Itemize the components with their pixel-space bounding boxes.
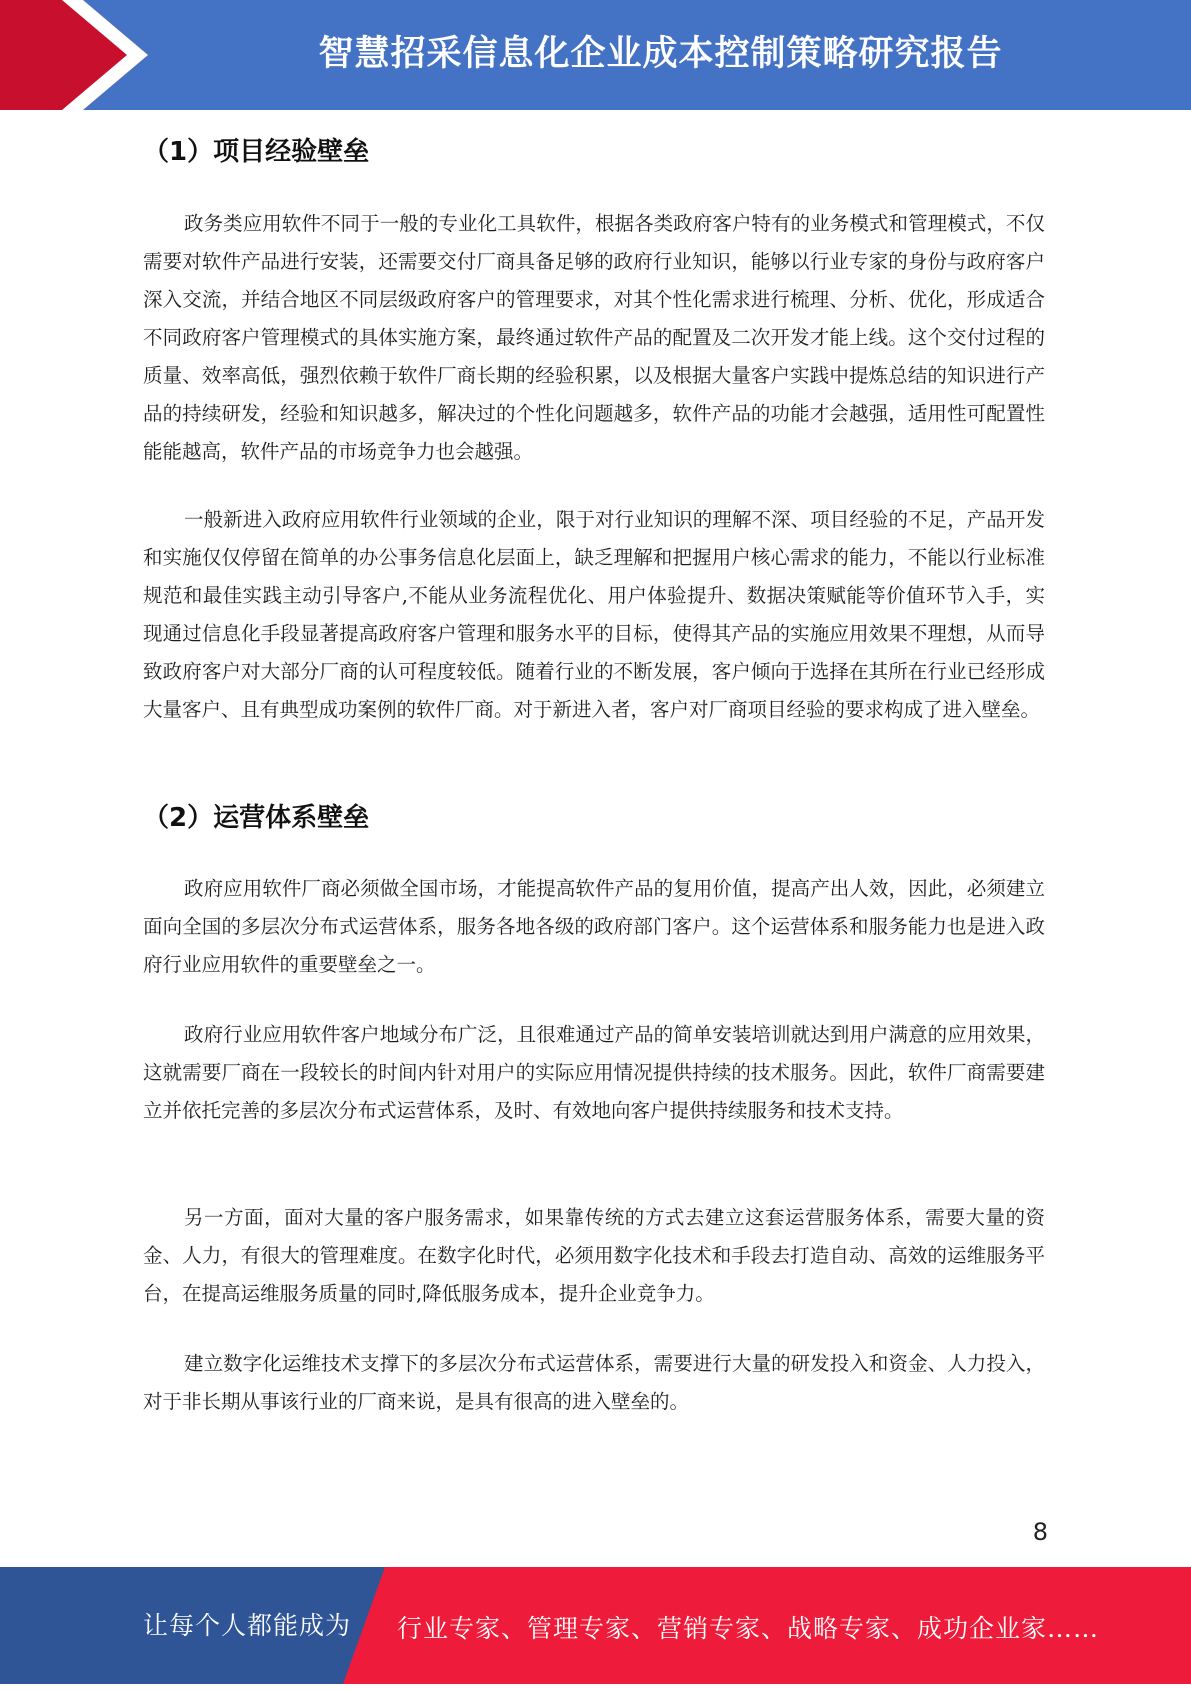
paragraph: 一般新进入政府应用软件行业领域的企业，限于对行业知识的理解不深、项目经验的不足，产品开发和实施仅仅停留在简单的办公事务信息化层面上，缺乏理解和把握用户核心需求的能力，不能以行业标准规范和最佳实践主动引导客户,不能从业务流程优化、用户体验提升、数据决策赋能等价值环节入手，实现通过信息化手段显著提高政府客户管理和服务水平的目标，使得其产品的实施应用效果不理想，从而导致政府客户对大部分厂商的认可程度较低。随着行业的不断发展，客户倾向于选择在其所在行业已经形成大量客户、且有典型成功案例的软件厂商。对于新进入者，客户对厂商项目经验的要求构成了进入壁垒。	[143, 508, 1045, 721]
paragraph: 政府行业应用软件客户地域分布广泛，且很难通过产品的简单安装培训就达到用户满意的应用效果，这就需要厂商在一段较长的时间内针对用户的实际应用情况提供持续的技术服务。因此，软件厂商需要建立并依托完善的多层次分布式运营体系，及时、有效地向客户提供持续服务和技术支持。	[143, 1023, 1045, 1122]
paragraph: 另一方面，面对大量的客户服务需求，如果靠传统的方式去建立这套运营服务体系，需要大量的资金、人力，有很大的管理难度。在数字化时代，必须用数字化技术和手段去打造自动、高效的运维服务平台，在提高运维服务质量的同时,降低服务成本，提升企业竞争力。	[143, 1206, 1045, 1305]
paragraph: 建立数字化运维技术支撑下的多层次分布式运营体系，需要进行大量的研发投入和资金、人力投入，对于非长期从事该行业的厂商来说，是具有很高的进入壁垒的。	[143, 1352, 1045, 1413]
header-banner	[0, 0, 1191, 110]
section-heading-project-experience: （1）项目经验壁垒	[143, 137, 370, 167]
footer-slogan-left: 让每个人都能成为	[143, 1611, 352, 1640]
page-number: 8	[1032, 1518, 1048, 1546]
footer-banner	[0, 1567, 1191, 1684]
header-red-chevron	[0, 0, 150, 110]
report-title: 智慧招采信息化企业成本控制策略研究报告	[318, 34, 1003, 74]
paragraph: 政府应用软件厂商必须做全国市场，才能提高软件产品的复用价值，提高产出人效，因此，必须建立面向全国的多层次分布式运营体系，服务各地各级的政府部门客户。这个运营体系和服务能力也是进入政府行业应用软件的重要壁垒之一。	[143, 877, 1045, 976]
section-heading-operation-system: （2）运营体系壁垒	[143, 803, 370, 833]
footer-slogan-right: 行业专家、管理专家、营销专家、战略专家、成功企业家……	[397, 1614, 1100, 1643]
paragraph: 政务类应用软件不同于一般的专业化工具软件，根据各类政府客户特有的业务模式和管理模式，不仅需要对软件产品进行安装，还需要交付厂商具备足够的政府行业知识，能够以行业专家的身份与政府客户深入交流，并结合地区不同层级政府客户的管理要求，对其个性化需求进行梳理、分析、优化，形成适合不同政府客户管理模式的具体实施方案，最终通过软件产品的配置及二次开发才能上线。这个交付过程的质量、效率高低，强烈依赖于软件厂商长期的经验积累，以及根据大量客户实践中提炼总结的知识进行产品的持续研发，经验和知识越多，解决过的个性化问题越多，软件产品的功能才会越强，适用性可配置性能能越高，软件产品的市场竞争力也会越强。	[143, 212, 1045, 463]
